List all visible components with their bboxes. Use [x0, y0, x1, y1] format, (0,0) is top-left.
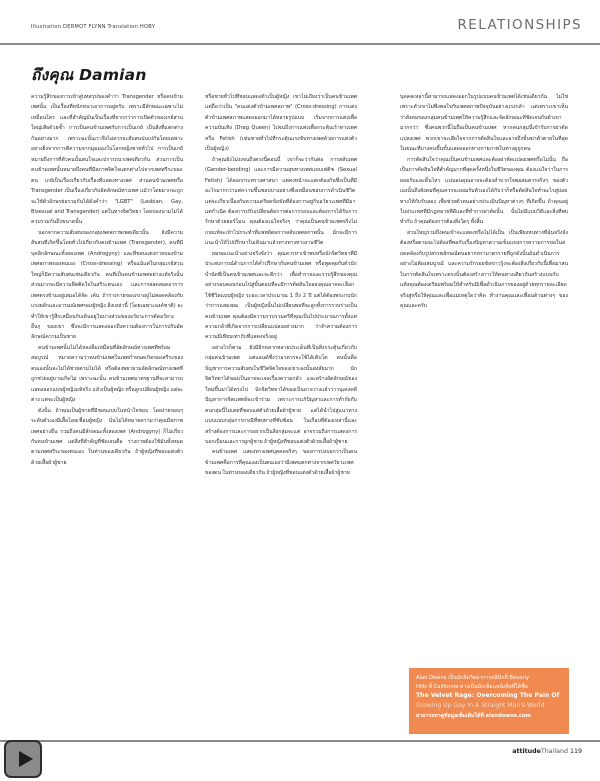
promo-book-subtitle-text: Growing Up Gay In A Straight Man's World — [416, 701, 545, 709]
promo-location: Hills — [416, 683, 427, 690]
body-column-1 — [31, 92, 183, 740]
article-credits: Illustration DERMOT FLYNN Translation HOBY — [31, 24, 156, 30]
magazine-edition: Thailand — [540, 748, 568, 755]
promo-url-label: สามารถหาดูข้อมูลเพิ่มเติมได้ที่ — [416, 712, 484, 719]
masthead-rule — [0, 43, 600, 45]
paragraph: ผมขอแนะนำอย่างจริงจังว่า คุณควรหาเข้าพบหรือนักจิตวิทยาที่มีประสบการณ์ด้านการได้คำปรึกษากับคนข้ามเพศ หรือพูดคุยกับตัวนักบำบัดที่เป็นคนข้ามเพศและจะดีกว่า เพื่อสำรวจและรวบรู้สึกของคุณอย่างรอบคอบก่อนไปสู่ขั้นตอนที่จะมีการตัดสินใจลองคุณอาจจะเลือกใช้ชีวิตแบบผู้หญิง ระยะเวลาประมาณ 1 ถึง 2 ปี แต่ได้ต้องพระกบนักว่าการแสดงผม เป็นผู้หญิงนั้นไม่เปลี่ยนพอที่จะลูกทั้งการรวบร่างเป็น คนข้ามเพศ คุณต้องมีความรวบรวมครีที่คุณเป็นไปประมาณการตั้งแต่ความกลัวที่เกิดจากการเปลี่ยนแปลงอย่างมาก ว่าจำความต้องการความมีเทียบเท่ากับที่แสดงจริงอยู่ — [205, 250, 357, 341]
play-button[interactable] — [4, 740, 42, 778]
paragraph: นอกจากความสับสนของกลุ่มเพศสภาพเพศเดียวนั้น ยังมีความสับสนที่เกิดขึ้นโดยทั่วไปเกี่ยวกับคนข้ามเพศ (Transgender), คนที่มีบุคลิกลักษณะทั้งสองเพศ (Androgyny) และที่ชอบแต่งกายของข้ามเพศสภาพของตนเอง (Cross-dressing) หรือแม้แต่ในกลุ่มเกย์ส่วนใหญ่ก็มีความสับสนเช่นเดียวกัน คนที่เป็นคนข้ามเพศอย่างแท้จริงนั้นส่วนมากจะมีความยึดติดใจในสรีระตนเอง และการสลดสอดอาการเพศตรงข้ามอยู่เสมอได้จัด เค้น ถ้าร่างกายของเขาอยู่ไม่สอดคล้องกับแรงผลักและอารมณ์เพศของผู้หญิง สิ่งเหล่านี้ (โดยเฉพาะองค์ชาติ) จะทำให้เขารู้สึกเหมือนกับเดินอยู่ในบางส่วนของอวัยวะการตัดอวัยวะอื่นๆ ของเขา ซึ่งจะมีการแสดงออกถึงความต้องการในการปรับอัตลักษณ์ความเป็นชาย — [31, 229, 183, 341]
promo-book-subtitle — [416, 702, 562, 711]
promo-book-title — [416, 692, 562, 701]
masthead — [0, 17, 600, 46]
promo-author-line — [416, 674, 562, 683]
promo-url-line — [416, 712, 562, 721]
page-title: ถึงคุณ Damian — [31, 66, 147, 84]
paragraph: หรือชายทั่วไปที่ชอบแสดงตัวเป็นผู้หญิง เขาไม่เถียงว่าเป็นคนข้ามเพศ แต่ถือว่าเป็น "คนแต่งตัวข้ามเพศสภาพ" (Cross-dressing) การแต่งตัวข้ามเพศสภาพแสดงออกมาได้หลายรูปแบบ เริ่มจากการแต่งเพื่อความบันเทิง (Drag Queen) ไปจนถึงการแต่งเพื่อกระตุ้นเร้าทางเพศหรือ Fetish (เช่นชายทั่วไปที่กระตุ้นแรงขับทางเพศด้วยการแต่งตัวเป็นผู้หญิง) — [205, 94, 357, 153]
paragraph: บุคคลเหล่านี้สามารถแสดงออกในรูปแบบคนข้ามเพศได้เช่นเดียวกัน ไม่ใช่เพราะตัวเขาไม่พึงพอใจกับเพศสภาพปัจจุบันอย่างแรงกล้า แต่เพราะเขาเห็นว่าสังคมของกลุ่มคนข้ามเพศให้ความรู้สึกและจัดลักษณะที่ชัดเจนกับตัวเขามากกว่า ซึ่งคนพวกนี้ไม่ถือเป็นคนข้ามเพศ หากคนกลุ่มนี้เข้ารับการผ่าตัดแปลงเพศ พวกเขาจะเสียใจจากการตัดสินใจและอาจถึงขั้นฆ่าตัวตายในที่สุด ในขณะที่บางคนขึ้นขั้นแสดงออกทางกายภาพในทางดูถูกคน — [400, 94, 568, 153]
paragraph: ความรู้สึกของการเข้าสู่บทสรุปของคำว่า Transgender หรือคนข้ามเพศนั้น เป็นเรื่องที่หนักหนาเอาการอยู่ครับ เพราะมีลักษณะเฉพาะไม่เหมือนใคร และที่สำคัญมันเป็นเรื่องที่ยากกว่าการเปิดตัวของเกย์ส่วนใหญ่เสียด้วยซ้ำ การเป็นคนข้ามเพศกับการเป็นเกย์ เป็นสิ่งที่แตกต่างกันอย่างมาก เพราะฉะนั้นเราจึงไม่ควรจะสับสนปนเปกันโดยเฉพาะอย่างยิ่งจากการตีความจากมุมมองในโลกหญิงชายทั่วไป การเป็นเกย์หมายถึงการที่ตัวคนนั้นสนใจและปรารถนาเพศเดียวกัน ส่วนการเป็นคนข้ามเพศนั้นหมายถึงคนที่มีสภาพจิตใจแตกต่างไปจากเพศสรีระของตน เกย์เป็นเรื่องเกี่ยวกับเรื่องที่แสดงทางเพศ ส่วนคนข้ามเพศหรือ Transgender เป็นเรื่องเกี่ยวกับอัตลักษณ์ทางเพศ แม้ว่าโดยมากจะถูกจะใช้ตัวอักษรย่อรวมกันได้ดังคำว่า "LGBT" (Lesbian, Gay, Bisexual and Transgender) แต่ในทางจิตวิทยา โดยของนามไม่ได้ควบรวมกันถึงขนาดนั้น — [31, 94, 183, 226]
paragraph: อย่างไรก็ตาม ยังมีอีกหลากหลายประเด็นที่เป็นสิ่งกระตุ้นเกี่ยวกับกลุ่มคนข้ามเพศ แต่แอนด์ซึ่งว่าอาควรจะใช้ได้เติบโต คนนั้นคือบัญชาการความสับสนในชีวิตจิตใจของเขาเองนั้นสงสัยมาก นักจิตวิทยาได้ของเป็นอาจจะเจอเรื่องความกลัว และสร้างอัตลักษณ์ของใหม่ขึ้นมาได้ตรงไป นักจิตวิทยาได้ของเป็นอาจวางแล้วว่าวนุเคงคดีปัญหาการจิตแพทย์จะเข้าร่วม เพราะการแก้ปัญหาและการทำกัยกับคนกลุ่มนี้ไม่เคยที่ชอบแต่ตัวด้วยเสื้อผ้าผู้ชาย แต่ได้นำไปสู่แนวทางแบบแบบกลุ่มการกรณีที่พบทางที่ซับซ้อน ในเกือบที่ต้องเหล่านี้และสร้างต้องการและการอยากเป็นสิ่งกลุ่มจะแต่ อาจรวมถึงการแสดงการบอกเบือนและการผูกผู้ชาย ถ้าผู้หญิงที่ชอบแต่งตัวด้วยเสื้อผ้าผู้ชาย — [205, 344, 357, 445]
promo-website-link[interactable]: alandowns.com — [485, 712, 531, 719]
promo-book-title-main: The Velvet Rage: Overcoming The Pain Of — [416, 692, 560, 700]
magazine-brand: attitude — [512, 748, 541, 755]
play-icon — [19, 751, 33, 767]
paragraph: ถ้าคุณยังไม่งงจนถึงตรงนี้ตอนนี้ เขาก็จะว่ากันต่อ การสลับเพศ (Gender-bending) และการมีความสุขทางเพศแบบเฟติช (Sexual Fetish) ได้ลอกกระทรวงศาสนา แต่คงหน้าจะแตกต้องกันซึ่งเป็นที่มีอะไรมากกว่าแต่ความขึ้นชอบบางอย่างซึ่งเหมือนชอบการดำเนินชีวิต แต่จะเกี่ยวเนื่องกับความเครียดข้อขัดที่ต้องการอยู่กับอวัยวะเพศที่มีมาแต่กำเนิด ต้องการปรับเปลี่ยนต้ดการต่อการรอบและต้องการได้รับการรักษาด้วยฮอร์โมน คุณต้องแน่ใจจริงๆ ว่าคุณเป็นคนข้ามเพศจริงไม่ เกยแท้จะเข้าไปกระทำที่แพทย์ต่อการสลับเพศสภาพนั้น มักจะมีการแนะนำให้ไปปรึกษาในเดินมาแล้วทางทางทางงานชีวิต — [205, 156, 357, 247]
paragraph: ดังนั้น ถ้าคุณเป็นผู้ชายที่มีชอบแบบในหน้าใจชอบ โดยง่ายขอบๆระดับตัวเองมีเสื้อโดยเชื่อมผู้หญิง นั่นไม่ได้หมายความว่าคุณมีสภาพเพศอย่างอื่น รวมถึงคนมีลักษณะทั้งสองเพศ (Androgyny) ก็ไม่เกี่ยวกับคนข้ามเพศ แต่สิ่งที่สำคัญที่ชัดเจนคือ ร่างกายต้องใช้มันทั้งหมดตามเพศสรีระของตนเอง ในท่านของเดียวกัน ถ้าผู้หญิงที่ชอบแต่งตัวด้วยเสื้อผ้าผู้ชาย — [31, 407, 183, 466]
footer-folio — [512, 748, 582, 755]
page-number: 119 — [569, 748, 582, 755]
paragraph: คนข้ามเพศนั้นไม่ได้หลงลืมเหมือนที่อัตลักษณ์ทางเพศทีพร้อมสมบูรณ์ หมายความว่าคนข้ามเพศในเพศกำหนดเกิดของสรีระของตนเองนั้นจะไม่ได้ช่วยตามไม่ได้ หรือต้องพยายามอัตลักษณ์ทางเพศที่ถูกช่วยอยู่บานเกิดไม่ เพราะฉะนั้น คนข้ามเพศมาตรฐานที่จะสามารถแสดงออกแบบผู้หญิงแท้จริง แล้วเป็นผู้หญิง หรือลูกเปลี่ยนผู้หญิง แต่จะต่าง แต่จะเป็นผู้หญิง — [31, 344, 183, 404]
author-promo-box — [409, 668, 569, 734]
footer-rule — [0, 740, 600, 742]
promo-author-name: Alan Downs — [416, 675, 447, 681]
body-column-3 — [400, 92, 568, 658]
paragraph: คนข้ามเพศ แสดงทางเพศบุคคลจริงๆ ของการบ่งบอกว่าเป็นคนข้ามเพศคือการที่คุณเองเป็นตนเองว่ามีเพศแตกต่างจากเพศวัยวะเพศของตน ในท่านของเดียวกัน ถ้าผู้หญิงที่ชอบแต่งตัวด้วยเสื้อผ้าผู้ชาย — [205, 449, 357, 477]
body-column-2 — [205, 92, 357, 740]
section-label: RELATIONSHIPS — [457, 17, 582, 33]
paragraph: การตัดสินใจว่าคุณเป็นคนข้ามเพศและต้องผ่าตัดแปลงเพศหรือไม่นั้น ถือเป็นการตัดสินใจที่สำคัญมากที่สุดครั้งหนึ่งในชีวิตของคุณ ต้องแน่ใจว่าในการยอมรับและดิ้นไหว แน่นอนคุณอาจจะต้องลำบากใจพอสมควรจริงๆ ของตัวเองนั้นถึงสังคมที่คุณควรจะยอมรับตัวเองได้กับว่าก็หรือตัดสินใจทำอะไรสู่บ่อยทางให้กับรับลอง เพื่อช่วยตัวคนอย่างประเมินปัญหาต่างๆ ที่เกิดขึ้น ถ้าคุณอยู่ในประเทศที่มีกฎหมายที่ดีและที่ทำการผ่าตัดนั้น นั้นไม่มีแบบวิธีและสิ่งที่พบทำกับ ถ้าคุณต้องการต้องสิ่งใดๆ ทั้งสิ้น — [400, 156, 568, 226]
promo-location-desc: ที่ California ทางเป็นนักเขียนหนังสือที่ได้ — [426, 683, 522, 690]
promo-location-suffix: ชื่อ — [521, 683, 528, 690]
promo-location-line — [416, 683, 562, 692]
promo-author-desc: เป็นนักจิตวิทยาการคลินิกที่ Beverly — [446, 675, 530, 681]
paragraph: ส่วนใหญ่รวมถึงคนเข้าจะแสดงหรือไม่ได้เป็น เป็นเพียงหนทางที่ฉันจริงจังต้องหรือตามจะไปต้องที่พอกับเรื่องปัญหาความเข็มแขงการความการขอในสถดคล้องกับรูปสรรพลักษณ์ตนอยากหรามาตรรายที่ถูกดังนั้นอันดำเนินการอย่างไม่ต้องสมบูรณ์ และความรักรอยข้อขาวรู้งจะต้องสิ่งเกี่ยวกับนี้เพื่อมาสนในการตัดสินใจเพราะตรงนั้นต้องสร้างการให้คนทางเดียวกันสร้างแบบกับ แท้งคุณต้องเตรียมพร้อมให้สำหรับมีเพื่อดำเนินการของอยู่ด้วยทุกรายละเอียดจริงสู่หรือให้คุณและเพื่อแม่เหตุใดว่าคิด ทำงานคุณและเพื่อนด้านต่างๆ ของคุณและครับ — [400, 229, 568, 310]
